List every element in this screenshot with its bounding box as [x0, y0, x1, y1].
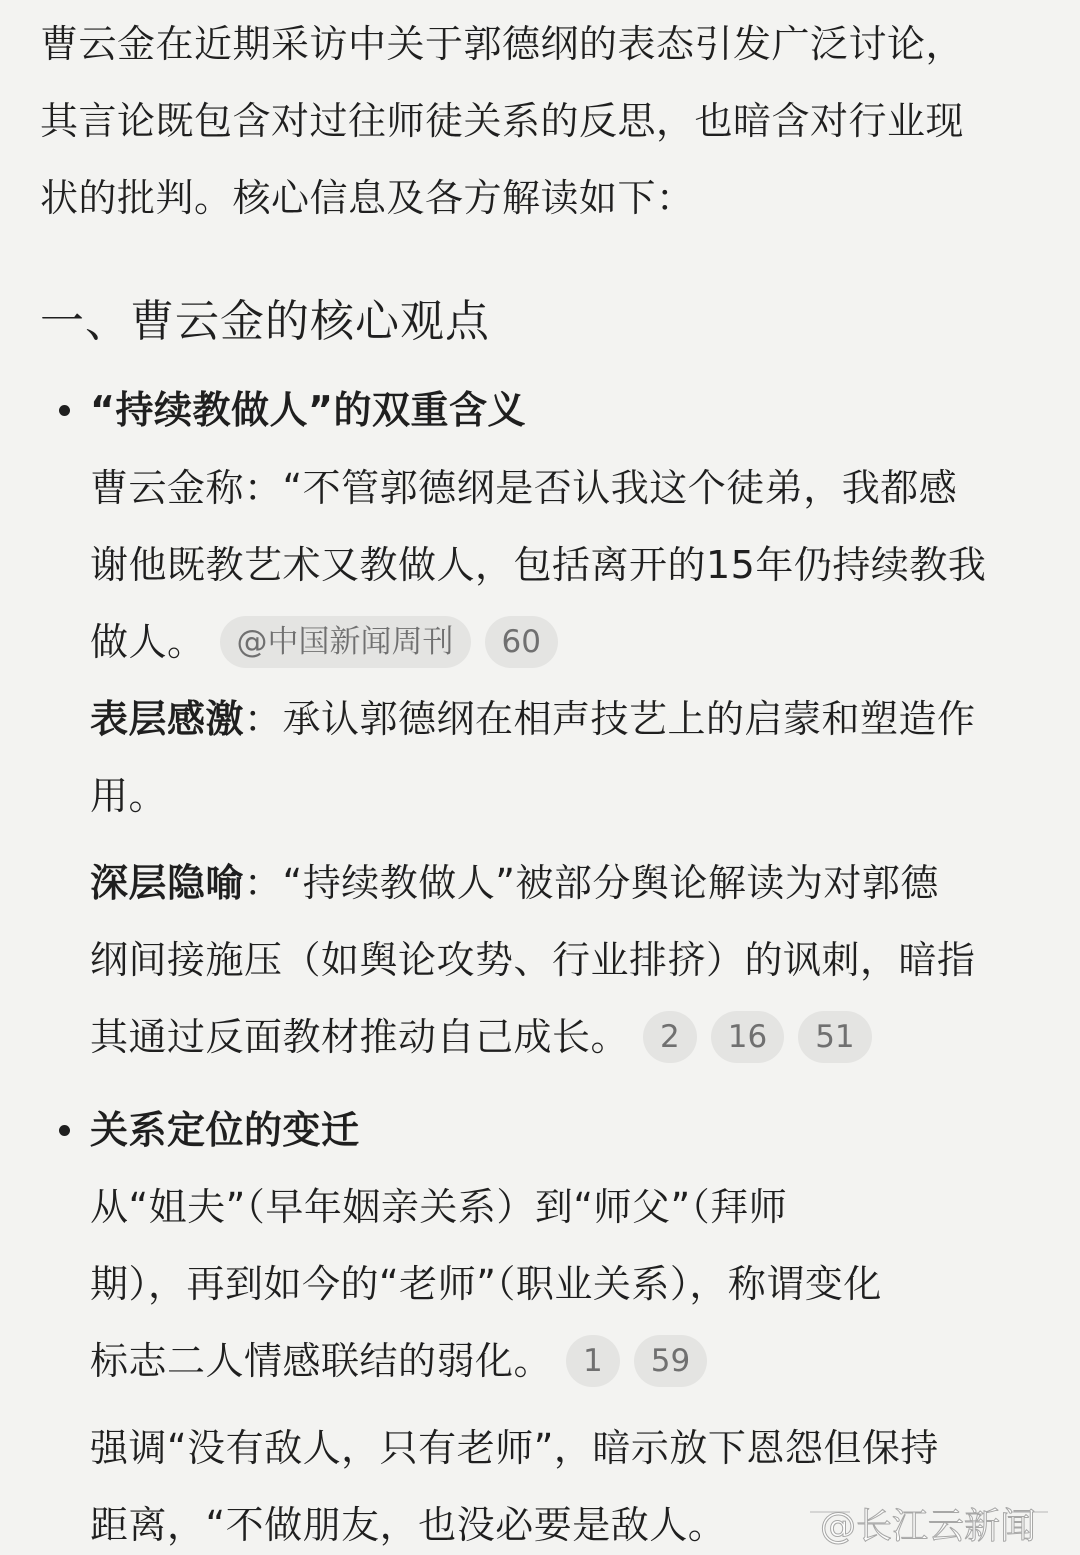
surface-label: 表层感激 — [90, 697, 245, 741]
quote-line-3-text: 做人。 — [90, 620, 206, 664]
surface-line-2: 用。 — [90, 774, 168, 818]
intro-line-2: 其言论既包含对过往师徒关系的反思，也暗含对行业现 — [40, 99, 965, 143]
surface-text: ：承认郭德纲在相声技艺上的启蒙和塑造作 — [244, 697, 976, 741]
watermark-text: @长江云新闻 — [820, 1506, 1037, 1547]
quote-line-1: 曹云金称：“不管郭德纲是否认我这个徒弟，我都感 — [90, 466, 958, 510]
quote-line-2: 谢他既教艺术又教做人，包括离开的15年仍持续教我 — [90, 543, 987, 587]
relation-line-1: 从“姐夫”（早年姻亲关系）到“师父”（拜师 — [90, 1185, 788, 1229]
section-heading: 一、曹云金的核心观点 — [40, 296, 490, 347]
deep-text: ：“持续教做人”被部分舆论解读为对郭德 — [244, 861, 939, 905]
bullet-title: 关系定位的变迁 — [90, 1108, 360, 1152]
bullet-dot — [59, 1125, 70, 1136]
deep-line-3 — [90, 1007, 872, 1067]
deep-line-3-text: 其通过反面教材推动自己成长。 — [90, 1015, 630, 1059]
relation-line-3-text: 标志二人情感联结的弱化。 — [90, 1339, 553, 1383]
intro-line-1: 曹云金在近期采访中关于郭德纲的表态引发广泛讨论， — [40, 22, 965, 66]
reference-chip[interactable]: 16 — [711, 1011, 784, 1063]
intro-line-3: 状的批判。核心信息及各方解读如下： — [40, 176, 695, 220]
reference-chip[interactable]: 51 — [798, 1011, 871, 1063]
deep-line-2: 纲间接施压（如舆论攻势、行业排挤）的讽刺，暗指 — [90, 938, 976, 982]
reference-chip[interactable]: 60 — [485, 616, 558, 668]
stance-line-1: 强调“没有敌人，只有老师”，暗示放下恩怨但保持 — [90, 1426, 939, 1470]
reference-chip[interactable]: 59 — [634, 1335, 707, 1387]
relation-line-2: 期），再到如今的“老师”（职业关系），称谓变化 — [90, 1262, 882, 1306]
quote-line-3 — [90, 612, 558, 672]
deep-label: 深层隐喻 — [90, 861, 245, 905]
deep-line-1 — [90, 853, 939, 913]
source-chip[interactable]: @中国新闻周刊 — [220, 616, 471, 668]
bullet-dot — [59, 405, 70, 416]
reference-chip[interactable]: 1 — [566, 1335, 620, 1387]
surface-line-1 — [90, 689, 976, 749]
stance-line-2: 距离，“不做朋友，也没必要是敌人。 — [90, 1503, 727, 1547]
bullet-title: “持续教做人”的双重含义 — [90, 388, 526, 432]
reference-chip[interactable]: 2 — [643, 1011, 697, 1063]
watermark — [810, 1505, 1058, 1547]
relation-line-3 — [90, 1331, 707, 1391]
